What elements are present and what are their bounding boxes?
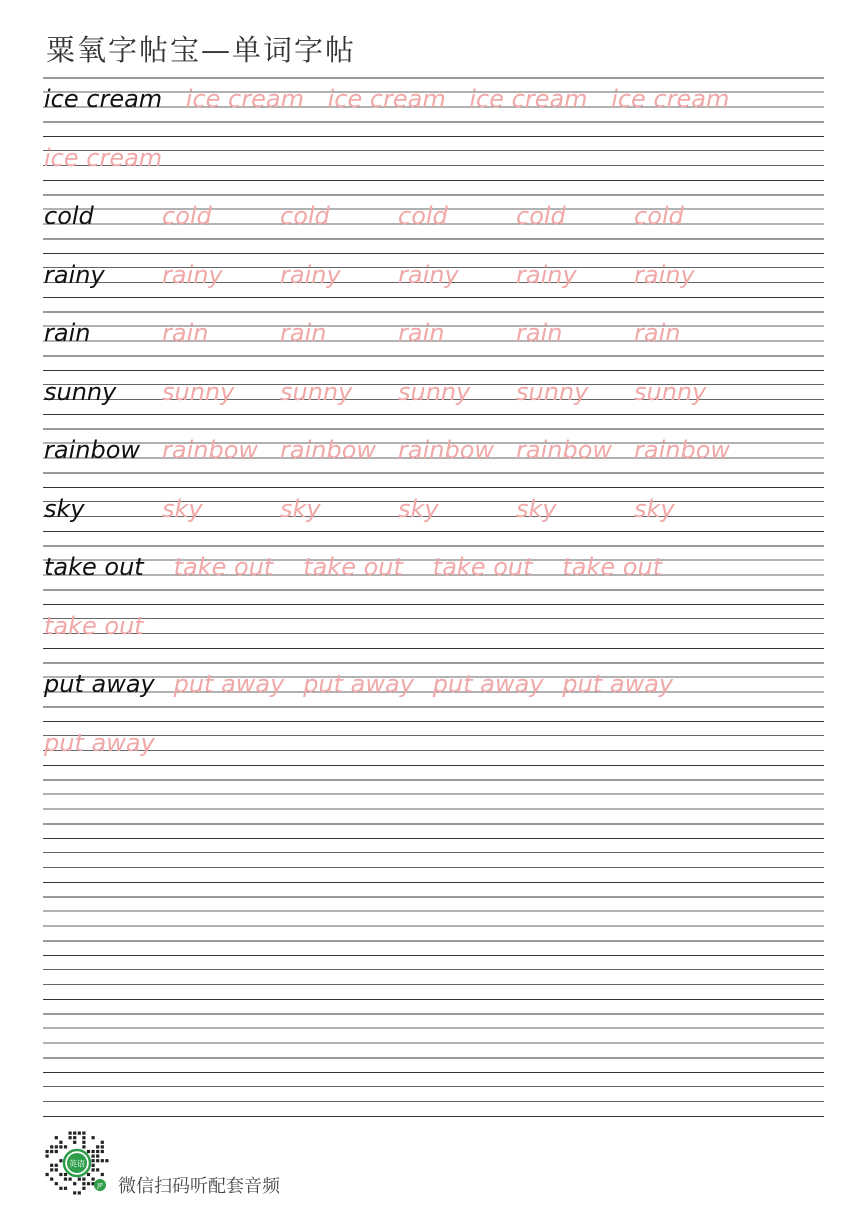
qr-module <box>96 1145 99 1148</box>
trace-word: rainy <box>398 260 459 289</box>
trace-word: rain <box>516 319 563 347</box>
qr-module <box>87 1182 90 1185</box>
trace-word: sky <box>516 494 557 523</box>
qr-module <box>82 1178 85 1181</box>
qr-module <box>73 1182 76 1185</box>
qr-module <box>82 1132 85 1135</box>
qr-module <box>87 1150 90 1153</box>
qr-module <box>55 1145 58 1148</box>
trace-word: sunny <box>398 377 471 406</box>
trace-word: ice cream <box>327 85 446 113</box>
qr-module <box>50 1164 53 1167</box>
qr-module <box>64 1178 67 1181</box>
trace-word: cold <box>280 202 330 230</box>
trace-word: cold <box>634 202 684 230</box>
trace-word: ice cream <box>469 85 588 113</box>
model-word: sunny <box>44 377 117 406</box>
trace-word: sky <box>280 494 321 523</box>
model-word: sky <box>44 494 85 523</box>
qr-module <box>96 1155 99 1158</box>
model-word: rainbow <box>44 436 140 464</box>
qr-module <box>50 1168 53 1171</box>
trace-word: sky <box>398 494 439 523</box>
trace-word: take out <box>432 553 533 581</box>
trace-word: ice cream <box>185 85 304 113</box>
trace-word: rain <box>280 319 327 347</box>
model-word: rain <box>44 319 91 347</box>
qr-module <box>78 1191 81 1194</box>
qr-module <box>92 1178 95 1181</box>
qr-module <box>82 1141 85 1144</box>
qr-module <box>105 1159 108 1162</box>
qr-module <box>64 1187 67 1190</box>
trace-word: put away <box>303 670 414 698</box>
trace-word: sunny <box>634 377 707 406</box>
qr-module <box>55 1150 58 1153</box>
qr-module <box>50 1150 53 1153</box>
model-word: put away <box>44 670 155 698</box>
qr-module <box>78 1178 81 1181</box>
qr-module <box>101 1141 104 1144</box>
qr-module <box>73 1136 76 1139</box>
qr-module <box>78 1132 81 1135</box>
qr-module <box>55 1136 58 1139</box>
trace-word: sunny <box>516 377 589 406</box>
qr-module <box>82 1145 85 1148</box>
trace-word: ice cream <box>611 85 730 113</box>
trace-word: cold <box>398 202 448 230</box>
trace-word: cold <box>162 202 212 230</box>
qr-module <box>96 1168 99 1171</box>
qr-module <box>69 1178 72 1181</box>
qr-module <box>59 1141 62 1144</box>
trace-word: put away <box>432 670 544 698</box>
trace-word: rainbow <box>634 436 730 464</box>
qr-module <box>92 1150 95 1153</box>
footer-caption: 微信扫码听配套音频 <box>118 1176 280 1197</box>
trace-word: rainy <box>280 260 341 289</box>
qr-module <box>55 1182 58 1185</box>
model-word: ice cream <box>44 85 163 113</box>
qr-module <box>59 1145 62 1148</box>
trace-word: sunny <box>280 377 353 406</box>
qr-module <box>69 1136 72 1139</box>
model-word: cold <box>44 202 94 230</box>
qr-module <box>69 1132 72 1135</box>
trace-word: rainbow <box>516 436 612 464</box>
trace-word: sky <box>634 494 675 523</box>
qr-module <box>73 1191 76 1194</box>
trace-word: rainy <box>516 260 577 289</box>
qr-module <box>55 1164 58 1167</box>
trace-word: put away <box>44 728 155 757</box>
trace-word: put away <box>173 670 285 698</box>
trace-word: rainbow <box>280 436 376 464</box>
qr-module <box>73 1141 76 1144</box>
trace-word: rainy <box>634 260 695 289</box>
qr-code[interactable] <box>42 1128 112 1198</box>
qr-module <box>101 1159 104 1162</box>
page-title: 粟氧字帖宝—单词字帖 <box>46 33 357 67</box>
trace-word: put away <box>562 670 674 698</box>
qr-module <box>101 1150 104 1153</box>
qr-module <box>92 1155 95 1158</box>
trace-word: take out <box>562 553 663 581</box>
qr-module <box>64 1145 67 1148</box>
trace-word: rain <box>634 319 681 347</box>
qr-module <box>87 1173 90 1176</box>
qr-module <box>96 1150 99 1153</box>
qr-module <box>101 1145 104 1148</box>
model-word: rainy <box>44 260 105 289</box>
qr-badge-label: 英语 <box>69 1159 85 1169</box>
model-word: take out <box>44 553 144 581</box>
qr-corner-label: JP <box>97 1182 103 1190</box>
qr-module <box>59 1159 62 1162</box>
qr-module <box>46 1150 49 1153</box>
qr-module <box>92 1136 95 1139</box>
qr-module <box>92 1168 95 1171</box>
trace-word: cold <box>516 202 566 230</box>
trace-word: rainbow <box>398 436 494 464</box>
trace-word: rainy <box>162 260 223 289</box>
trace-word: take out <box>173 553 274 581</box>
qr-module <box>82 1187 85 1190</box>
qr-module <box>55 1168 58 1171</box>
trace-word: take out <box>44 611 144 640</box>
qr-module <box>50 1145 53 1148</box>
qr-module <box>101 1173 104 1176</box>
trace-word: sunny <box>162 377 235 406</box>
trace-word: rain <box>398 319 445 347</box>
qr-module <box>46 1173 49 1176</box>
trace-word: rainbow <box>162 436 258 464</box>
qr-module <box>92 1164 95 1167</box>
qr-module <box>82 1136 85 1139</box>
trace-word: take out <box>303 553 403 581</box>
qr-module <box>92 1159 95 1162</box>
qr-module <box>96 1159 99 1162</box>
qr-module <box>82 1182 85 1185</box>
qr-module <box>50 1178 53 1181</box>
qr-module <box>73 1132 76 1135</box>
trace-word: ice cream <box>44 143 163 172</box>
qr-module <box>59 1187 62 1190</box>
trace-word: sky <box>162 494 203 523</box>
qr-module <box>59 1173 62 1176</box>
trace-word: rain <box>162 319 209 347</box>
qr-module <box>64 1173 67 1176</box>
qr-module <box>46 1155 49 1158</box>
